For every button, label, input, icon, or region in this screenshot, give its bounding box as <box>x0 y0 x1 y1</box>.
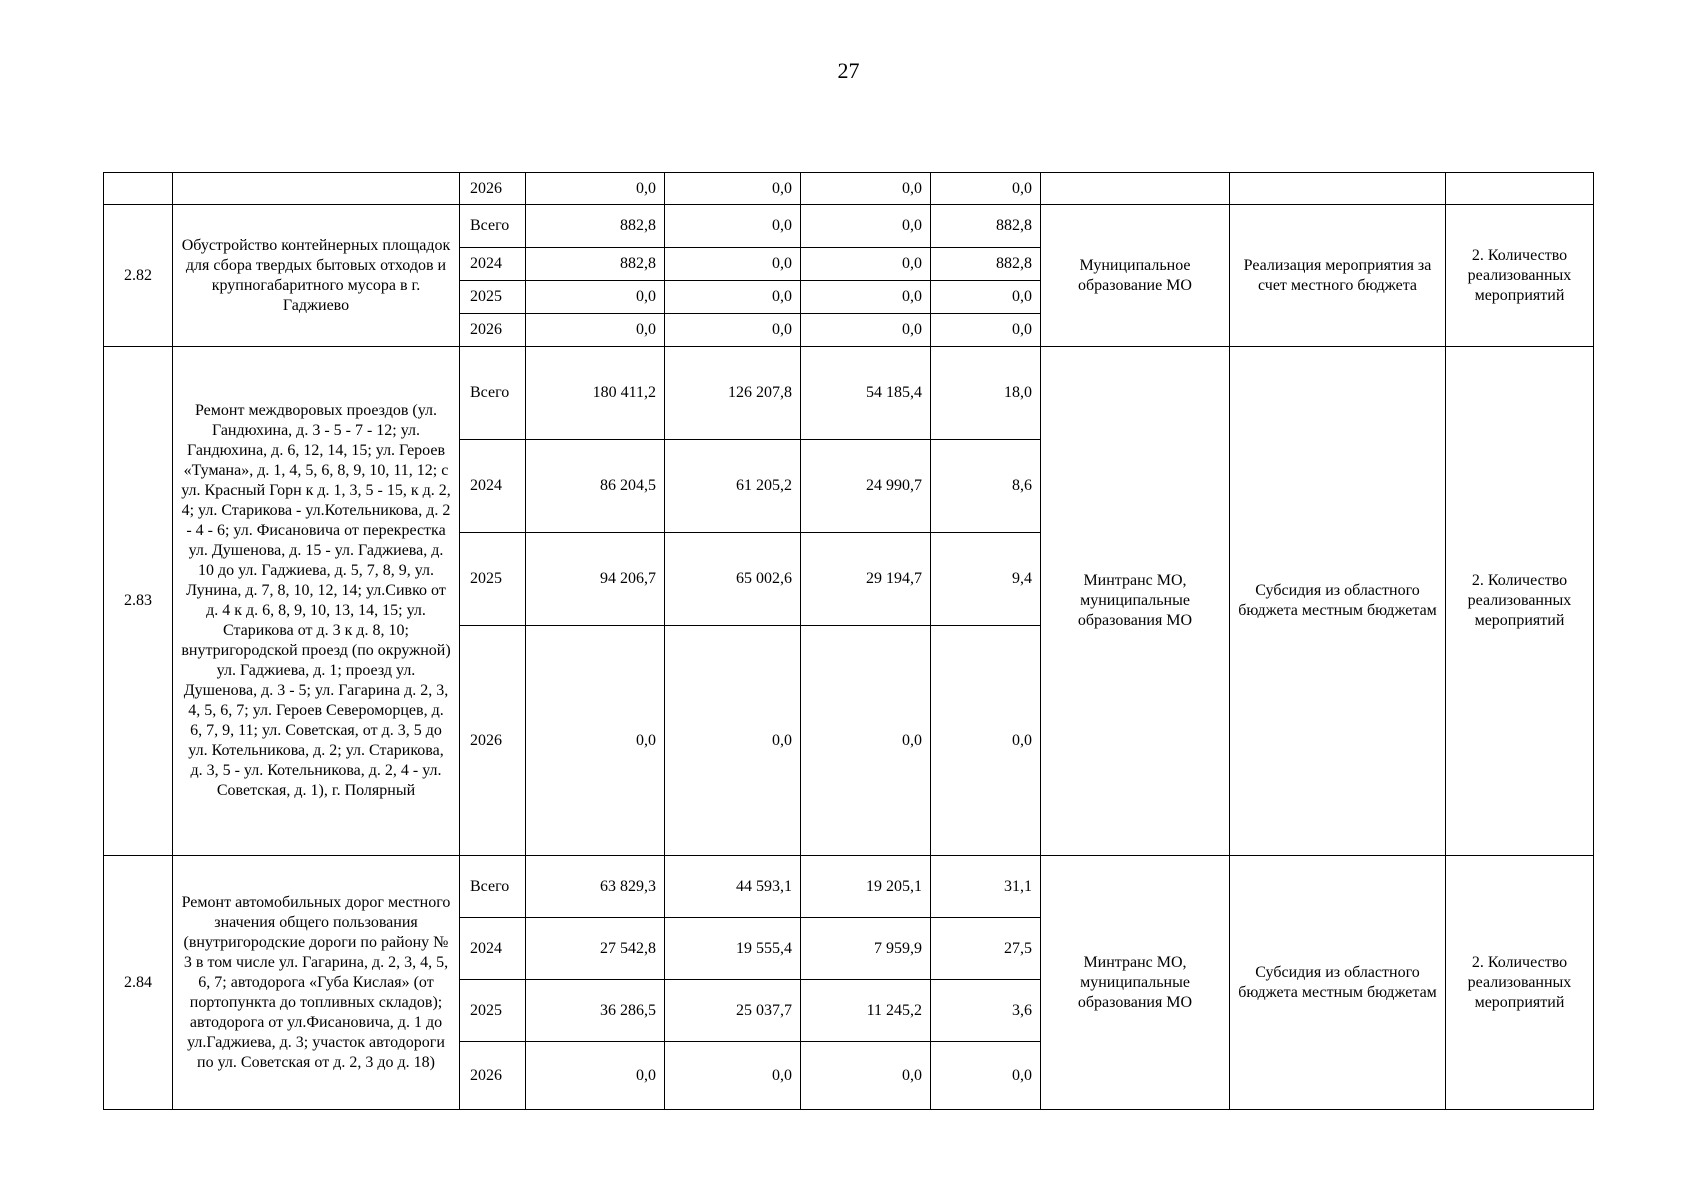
item-number: 2.83 <box>104 347 173 856</box>
table-row <box>104 173 1594 205</box>
regional-value: 29 194,7 <box>801 533 931 626</box>
funding-source: Субсидия из областного бюджета местным бюджетам <box>1230 856 1446 1110</box>
regional-cell: 0,0 <box>801 173 931 205</box>
item-name: Ремонт автомобильных дорог местного значения общего пользования (внутригородские дороги по району № 3 в том числе ул. Гагарина, д. 2, 3, 4, 5, 6, 7; автодорога «Губа Кислая» (от портопункта до топливных складов); автодорога от ул.Фисановича, д. 1 до ул.Гаджиева, д. 3; участок автодороги по ул. Советская от д. 2, 3 до д. 18) <box>173 856 460 1110</box>
indicator-cell <box>1446 173 1594 205</box>
federal-value: 19 555,4 <box>665 918 801 980</box>
regional-value: 0,0 <box>801 314 931 347</box>
total-value: 0,0 <box>526 314 665 347</box>
budget-table <box>103 172 1594 1110</box>
source-cell <box>1230 173 1446 205</box>
regional-value: 0,0 <box>801 205 931 248</box>
item-number-cell <box>104 173 173 205</box>
federal-value: 65 002,6 <box>665 533 801 626</box>
local-value: 882,8 <box>931 205 1041 248</box>
regional-value: 0,0 <box>801 626 931 856</box>
regional-value: 24 990,7 <box>801 440 931 533</box>
funding-source: Реализация мероприятия за счет местного бюджета <box>1230 205 1446 347</box>
federal-value: 0,0 <box>665 626 801 856</box>
year-cell: 2026 <box>460 173 526 205</box>
year-label: 2024 <box>460 918 526 980</box>
federal-value: 25 037,7 <box>665 980 801 1042</box>
year-label: 2025 <box>460 533 526 626</box>
local-value: 0,0 <box>931 281 1041 314</box>
total-cell: 0,0 <box>526 173 665 205</box>
federal-value: 0,0 <box>665 1042 801 1110</box>
item-name: Обустройство контейнерных площадок для сбора твердых бытовых отходов и крупногабаритного мусора в г. Гаджиево <box>173 205 460 347</box>
year-label: Всего <box>460 856 526 918</box>
executor: Минтранс МО, муниципальные образования МО <box>1041 347 1230 856</box>
federal-value: 126 207,8 <box>665 347 801 440</box>
total-value: 882,8 <box>526 248 665 281</box>
local-value: 882,8 <box>931 248 1041 281</box>
total-value: 94 206,7 <box>526 533 665 626</box>
regional-value: 19 205,1 <box>801 856 931 918</box>
local-value: 31,1 <box>931 856 1041 918</box>
total-value: 27 542,8 <box>526 918 665 980</box>
local-value: 0,0 <box>931 626 1041 856</box>
year-label: 2024 <box>460 248 526 281</box>
executor-cell <box>1041 173 1230 205</box>
indicator: 2. Количество реализованных мероприятий <box>1446 205 1594 347</box>
funding-source: Субсидия из областного бюджета местным бюджетам <box>1230 347 1446 856</box>
year-label: 2025 <box>460 281 526 314</box>
local-value: 9,4 <box>931 533 1041 626</box>
indicator: 2. Количество реализованных мероприятий <box>1446 347 1594 856</box>
item-name: Ремонт междворовых проездов (ул. Гандюхина, д. 3 - 5 - 7 - 12; ул. Гандюхина, д. 6, 12, 14, 15; ул. Героев «Тумана», д. 1, 4, 5, 6, 8, 9, 10, 11, 12; с ул. Красный Горн к д. 1, 3, 5 - 15, к д. 2, 4; ул. Старикова - ул.Котельникова, д. 2 - 4 - 6; ул. Фисановича от перекрестка ул. Душенова, д. 15 - ул. Гаджиева, д. 10 до ул. Гаджиева, д. 5, 7, 8, 9, ул. Лунина, д. 7, 8, 10, 12, 14; ул.Сивко от д. 4 к д. 6, 8, 9, 10, 13, 14, 15; ул. Старикова от д. 3 к д. 8, 10; внутригородской проезд (по окружной) ул. Гаджиева, д. 1; проезд ул. Душенова, д. 3 - 5; ул. Гагарина д. 2, 3, 4, 5, 6, 7; ул. Героев Североморцев, д. 6, 7, 9, 11; ул. Советская, от д. 3, 5 до ул. Котельникова, д. 2; ул. Старикова, д. 3, 5 - ул. Котельникова, д. 2, 4 - ул. Советская, д. 1), г. Полярный <box>173 347 460 856</box>
regional-value: 0,0 <box>801 281 931 314</box>
year-label: 2026 <box>460 626 526 856</box>
table-row <box>104 856 1594 918</box>
indicator: 2. Количество реализованных мероприятий <box>1446 856 1594 1110</box>
local-value: 8,6 <box>931 440 1041 533</box>
page-number: 27 <box>837 58 860 83</box>
total-value: 0,0 <box>526 1042 665 1110</box>
regional-value: 0,0 <box>801 248 931 281</box>
executor: Муниципальное образование МО <box>1041 205 1230 347</box>
year-label: 2024 <box>460 440 526 533</box>
total-value: 882,8 <box>526 205 665 248</box>
year-label: 2026 <box>460 1042 526 1110</box>
federal-value: 61 205,2 <box>665 440 801 533</box>
federal-cell: 0,0 <box>665 173 801 205</box>
federal-value: 0,0 <box>665 314 801 347</box>
local-value: 0,0 <box>931 314 1041 347</box>
total-value: 86 204,5 <box>526 440 665 533</box>
federal-value: 0,0 <box>665 281 801 314</box>
federal-value: 0,0 <box>665 248 801 281</box>
local-value: 0,0 <box>931 1042 1041 1110</box>
table-row <box>104 347 1594 440</box>
year-label: 2025 <box>460 980 526 1042</box>
total-value: 0,0 <box>526 626 665 856</box>
total-value: 180 411,2 <box>526 347 665 440</box>
year-label: Всего <box>460 347 526 440</box>
executor: Минтранс МО, муниципальные образования МО <box>1041 856 1230 1110</box>
local-cell: 0,0 <box>931 173 1041 205</box>
item-number: 2.84 <box>104 856 173 1110</box>
federal-value: 44 593,1 <box>665 856 801 918</box>
year-label: 2026 <box>460 314 526 347</box>
regional-value: 54 185,4 <box>801 347 931 440</box>
year-label: Всего <box>460 205 526 248</box>
federal-value: 0,0 <box>665 205 801 248</box>
local-value: 27,5 <box>931 918 1041 980</box>
item-number: 2.82 <box>104 205 173 347</box>
regional-value: 0,0 <box>801 1042 931 1110</box>
local-value: 18,0 <box>931 347 1041 440</box>
regional-value: 11 245,2 <box>801 980 931 1042</box>
regional-value: 7 959,9 <box>801 918 931 980</box>
total-value: 0,0 <box>526 281 665 314</box>
table-row <box>104 205 1594 248</box>
total-value: 63 829,3 <box>526 856 665 918</box>
item-name-cell <box>173 173 460 205</box>
total-value: 36 286,5 <box>526 980 665 1042</box>
local-value: 3,6 <box>931 980 1041 1042</box>
